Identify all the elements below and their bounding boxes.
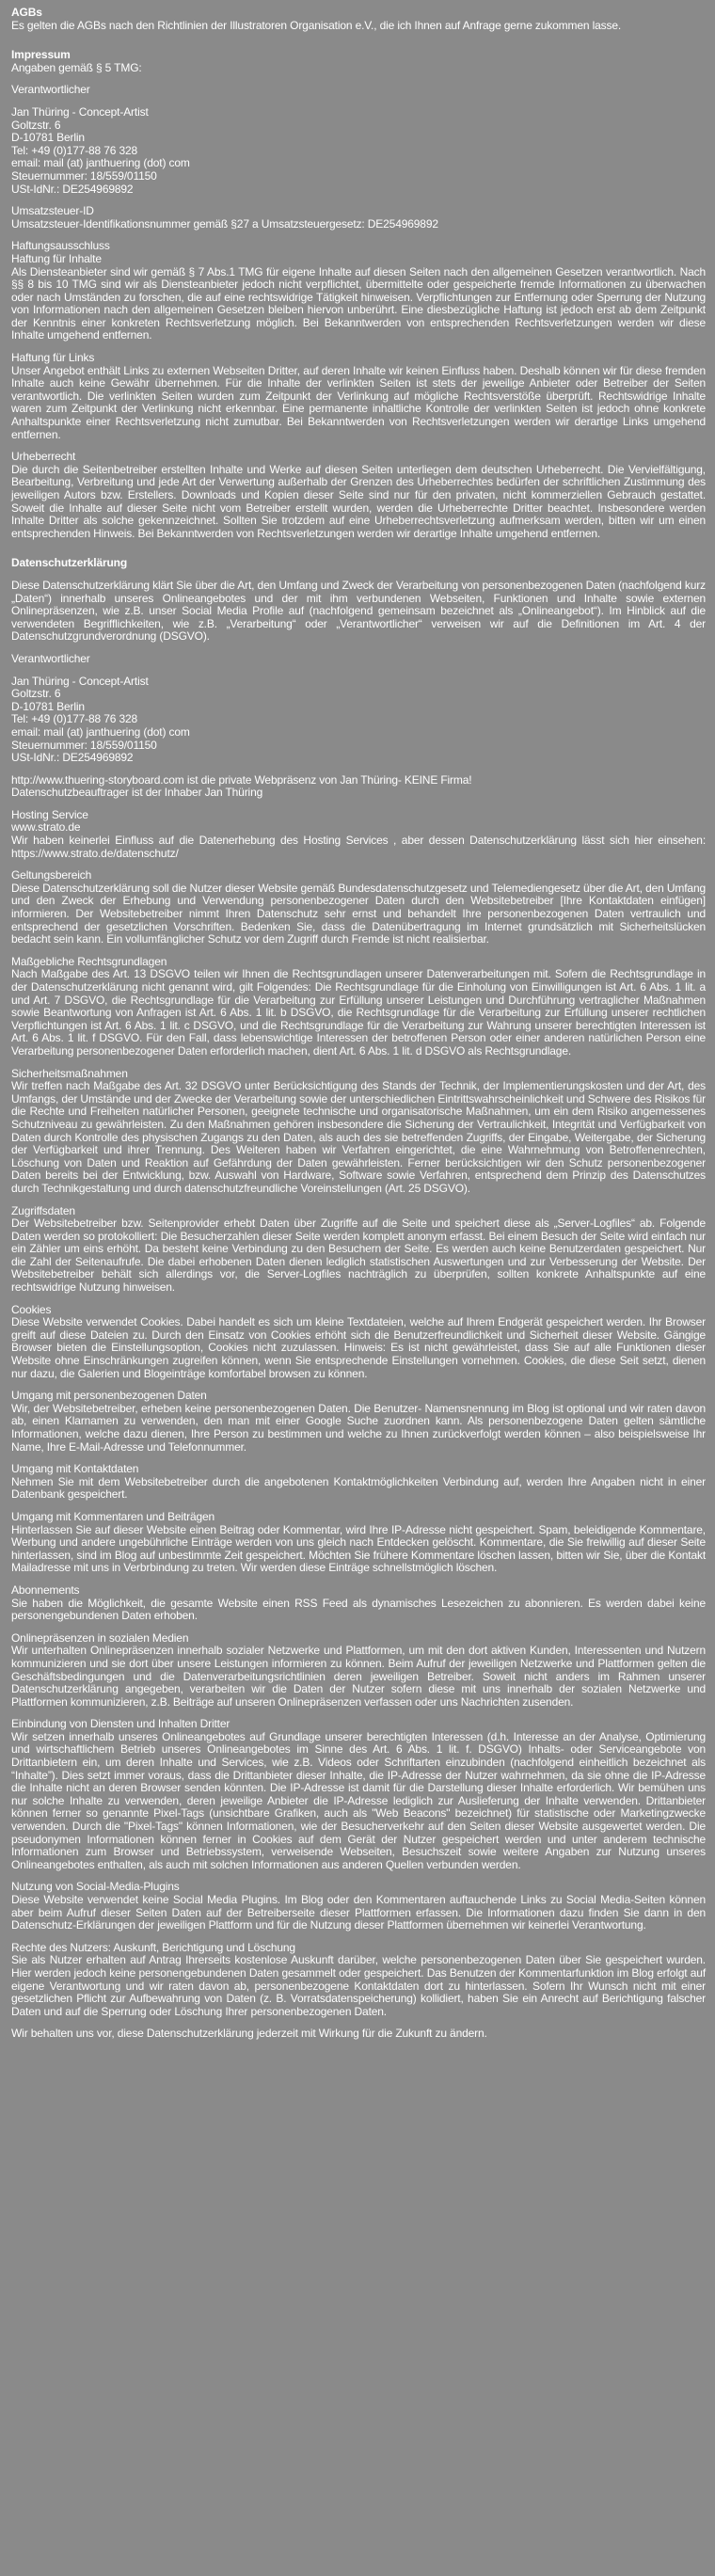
privacy-address <box>11 676 706 765</box>
legal-document <box>11 7 706 2050</box>
section-heading: Sicherheitsmaßnahmen <box>11 1066 128 1080</box>
privacy-section <box>11 1584 706 1623</box>
impressum-intro: Angaben gemäß § 5 TMG: <box>11 60 142 74</box>
hosting-text: Wir haben keinerlei Einfluss auf die Datenerhebung des Hosting Services , aber dessen Datenschutzerklärung lässt sich hier einsehen: https://www.strato.de/datenschutz/ <box>11 834 706 860</box>
agbs-text: Es gelten die AGBs nach den Richtlinien der Illustratoren Organisation e.V., die ich Ihnen auf Anfrage gerne zukommen lasse. <box>11 18 622 32</box>
section-text: Diese Website verwendet keine Social Media Plugins. Im Blog oder den Kommentaren auftauchende Links zu Social Media-Seiten können aber beim Aufruf dieser Seiten Daten auf der Betreiberseite dieser Plattformen erfassen. Die Informationen dazu finden Sie dann in den Datenschutz-Erklärungen der jeweiligen Plattform und für die Nutzung dieser Plattformen übernehmen wir keinerlei Verantwortung. <box>11 1893 706 1932</box>
privacy-closing <box>11 2027 706 2041</box>
section-text: Nach Maßgabe des Art. 13 DSGVO teilen wir Ihnen die Rechtsgrundlagen unserer Datenverarbeitungen mit. Sofern die Rechtsgrundlage in der Datenschutzerklärung nicht genannt wird, gilt Folgendes: Die Rechtsgrundlage für die Einholung von Einwilligungen ist Art. 6 Abs. 1 lit. a und Art. 7 DSGVO, die Rechtsgrundlage für die Verarbeitung zur Erfüllung unserer Leistungen und Durchführung vertraglicher Maßnahmen sowie Beantwortung von Anfragen ist Art. 6 Abs. 1 lit. b DSGVO, die Rechtsgrundlage für die Verarbeitung zur Erfüllung unserer rechtlichen Verpflichtungen ist Art. 6 Abs. 1 lit. c DSGVO, und die Rechtsgrundlage für die Verarbeitung zur Wahrung unserer berechtigten Interessen ist Art. 6 Abs. 1 lit. f DSGVO. Für den Fall, dass lebenswichtige Interessen der betroffenen Person oder einer anderen natürlichen Person eine Verarbeitung personenbezogener Daten erforderlich machen, dient Art. 6 Abs. 1 lit. d DSGVO als Rechtsgrundlage. <box>11 967 706 1057</box>
address-line: USt-IdNr.: DE254969892 <box>11 182 134 196</box>
address-line: USt-IdNr.: DE254969892 <box>11 751 134 765</box>
section-text: Wir, der Websitebetreiber, erheben keine personenbezogenen Daten. Die Benutzer- Namensnennung im Blog ist optional und wir raten davon ab, einen Klarnamen zu verwenden, den man mit einer Google Suche zuordnen kann. Als personenbezogene Daten gelten sämtliche Informationen, welche dazu dienen, Ihre Person zu bestimmen und welche zu Ihnen zurückverfolgt werden können – also beispielsweise Ihr Name, Ihre E-Mail-Adresse und Telefonnummer. <box>11 1401 706 1454</box>
data-officer-line: Datenschutzbeauftrager ist der Inhaber Jan Thüring <box>11 786 263 800</box>
address-line: Jan Thüring - Concept-Artist <box>11 674 149 688</box>
links-liability-heading: Haftung für Links <box>11 351 95 365</box>
privacy-section <box>11 1068 706 1196</box>
address-line: D-10781 Berlin <box>11 131 85 145</box>
content-liability-heading: Haftung für Inhalte <box>11 251 102 265</box>
copyright-text: Die durch die Seitenbetreiber erstellten Inhalte und Werke auf diesen Seiten unterliegen dem deutschen Urheberrecht. Die Vervielfältigung, Bearbeitung, Verbreitung und jede Art der Verwertung außerhalb der Grenzen des Urheberrechtes bedürfen der schriftlichen Zustimmung des jeweiligen Autors bzw. Erstellers. Downloads und Kopien dieser Seite sind nur für den privaten, nicht kommerziellen Gebrauch gestattet. Soweit die Inhalte auf dieser Seite nicht vom Betreiber erstellt wurden, werden die Urheberrechte Dritter beachtet. Insbesondere werden Inhalte Dritter als solche gekennzeichnet. Sollten Sie trotzdem auf eine Urheberrechtsverletzung aufmerksam werden, bitten wir um einen entsprechenden Hinweis. Bei Bekanntwerden von Rechtsverletzungen werden wir derartige Inhalte umgehend entfernen. <box>11 462 706 540</box>
address-line: Goltzstr. 6 <box>11 687 61 701</box>
copyright-block <box>11 451 706 540</box>
privacy-section <box>11 869 706 946</box>
section-heading: Cookies <box>11 1302 52 1316</box>
links-liability-block <box>11 352 706 441</box>
privacy-section <box>11 1942 706 2019</box>
section-heading: Geltungsbereich <box>11 868 92 883</box>
hosting-info <box>11 809 706 860</box>
privacy-intro <box>11 580 706 644</box>
section-text: Hinterlassen Sie auf dieser Website einen Beitrag oder Kommentar, wird Ihre IP-Adresse nicht gespeichert. Spam, beleidigende Kommentare, Werbung und andere ungebührliche Einträge werden von uns gleich nach Entdecken gelöscht. Kommentare, die Sie freiwillig auf dieser Seite hinterlassen, sind im Blog auf unbestimmte Zeit gespeichert. Möchten Sie frühere Kommentare löschen lassen, bitten wir Sie, über die Kontakt Mailadresse mit uns in Verbrbindung zu treten. Wir werden diese Einträge schnellstmöglich löschen. <box>11 1522 706 1575</box>
address-line: email: mail (at) janthuering (dot) com <box>11 724 190 739</box>
section-heading: Einbindung von Diensten und Inhalten Dritter <box>11 1717 230 1731</box>
impressum-heading: Impressum <box>11 48 71 62</box>
vat-text: Umsatzsteuer-Identifikationsnummer gemäß §27 a Umsatzsteuergesetz: DE254969892 <box>11 216 438 231</box>
address-line: Steuernummer: 18/559/01150 <box>11 168 157 183</box>
privacy-section <box>11 1881 706 1932</box>
section-heading: Umgang mit Kontaktdaten <box>11 1462 139 1476</box>
hosting-heading: Hosting Service <box>11 807 88 821</box>
address-line: Jan Thüring - Concept-Artist <box>11 104 149 119</box>
section-heading: Onlinepräsenzen in sozialen Medien <box>11 1630 189 1645</box>
address-line: Tel: +49 (0)177-88 76 328 <box>11 143 138 157</box>
section-heading: Zugriffsdaten <box>11 1203 75 1217</box>
copyright-heading: Urheberrecht <box>11 450 76 464</box>
privacy-section <box>11 1304 706 1381</box>
impressum-section <box>11 49 706 74</box>
impressum-address <box>11 106 706 196</box>
section-text: Wir treffen nach Maßgabe des Art. 32 DSGVO unter Berücksichtigung des Stands der Technik, der Implementierungskosten und der Art, des Umfangs, der Umstände und der Zwecke der Verarbeitung sowie der unterschiedlichen Eintrittswahrscheinlichkeit und Schwere des Risikos für die Rechte und Freiheiten natürlicher Personen, geeignete technische und organisatorische Maßnahmen, um ein dem Risiko angemessenes Schutzniveau zu gewährleisten. Zu den Maßnahmen gehören insbesondere die Sicherung der Vertraulichkeit, Integrität und Verfügbarkeit von Daten durch Kontrolle des physischen Zugangs zu den Daten, als auch des sie betreffenden Zugriffs, der Eingabe, Weitergabe, der Sicherung der Verfügbarkeit und ihrer Trennung. Des Weiteren haben wir Verfahren eingerichtet, die eine Wahrnehmung von Betroffenenrechten, Löschung von Daten und Reaktion auf Gefährdung der Daten gewährleisten. Ferner berücksichtigen wir den Schutz personenbezogener Daten bereits bei der Entwicklung, bzw. Auswahl von Hardware, Software sowie Verfahren, entsprechend dem Prinzip des Datenschutzes durch Technikgestaltung und durch datenschutzfreundliche Voreinstellungen (Art. 25 DSGVO). <box>11 1079 706 1195</box>
section-text: Wir unterhalten Onlinepräsenzen innerhalb sozialer Netzwerke und Plattformen, um mit den dort aktiven Kunden, Interessenten und Nutzern kommunizieren und sie dort über unsere Leistungen informieren zu können. Beim Aufruf der jeweiligen Netzwerke und Plattformen gelten die Geschäftsbedingungen und die Datenverarbeitungsrichtlinien deren jeweiligen Betreiber. Soweit nicht anders im Rahmen unserer Datenschutzerklärung angegeben, verarbeiten wir die Daten der Nutzer sofern diese mit uns innerhalb der sozialen Netzwerke und Plattformen kommunizieren, z.B. Beiträge auf unseren Onlinepräsenzen verfassen oder uns Nachrichten zusenden. <box>11 1644 706 1709</box>
section-text: Sie haben die Möglichkeit, die gesamte Website einen RSS Feed als dynamisches Lesezeichen zu abonnieren. Es werden dabei keine personengebundenen Daten erhoben. <box>11 1596 706 1623</box>
privacy-section <box>11 1463 706 1502</box>
impressum-responsible-label: Verantwortlicher <box>11 83 90 97</box>
section-heading: Umgang mit Kommentaren und Beiträgen <box>11 1509 215 1523</box>
agbs-section <box>11 7 706 32</box>
content-liability-text: Als Diensteanbieter sind wir gemäß § 7 Abs.1 TMG für eigene Inhalte auf diesen Seiten nach den allgemeinen Gesetzen verantwortlich. Nach §§ 8 bis 10 TMG sind wir als Diensteanbieter jedoch nicht verpflichtet, übermittelte oder gespeicherte fremde Informationen zu überwachen oder nach Umständen zu forschen, die auf eine rechtswidrige Tätigkeit hinweisen. Verpflichtungen zur Entfernung oder Sperrung der Nutzung von Informationen nach den allgemeinen Gesetzen bleiben hiervon unberührt. Eine diesbezügliche Haftung ist jedoch erst ab dem Zeitpunkt der Kenntnis einer konkreten Rechtsverletzung möglich. Bei Bekanntwerden von entsprechenden Rechtsverletzungen werden wir diese Inhalte umgehend entfernen. <box>11 264 706 342</box>
address-line: D-10781 Berlin <box>11 699 85 713</box>
address-line: email: mail (at) janthuering (dot) com <box>11 156 190 170</box>
vat-block <box>11 205 706 231</box>
section-heading: Umgang mit personenbezogenen Daten <box>11 1389 207 1403</box>
links-liability-text: Unser Angebot enthält Links zu externen Webseiten Dritter, auf deren Inhalte wir keinen Einfluss haben. Deshalb können wir für diese fremden Inhalte auch keine Gewähr übernehmen. Für die Inhalte der verlinkten Seiten ist stets der jeweilige Anbieter oder Betreiber der Seiten verantwortlich. Die verlinkten Seiten wurden zum Zeitpunkt der Verlinkung auf mögliche Rechtsverstöße überprüft. Rechtswidrige Inhalte waren zum Zeitpunkt der Verlinkung nicht erkennbar. Eine permanente inhaltliche Kontrolle der verlinkten Seiten ist jedoch ohne konkrete Anhaltspunkte einer Rechtsverletzung nicht zumutbar. Bei Bekanntwerden von Rechtsverletzungen werden wir derartige Links umgehend entfernen. <box>11 363 706 441</box>
agbs-heading: AGBs <box>11 6 42 19</box>
section-heading: Rechte des Nutzers: Auskunft, Berichtigung und Löschung <box>11 1940 295 1954</box>
website-info <box>11 774 706 800</box>
privacy-section <box>11 1511 706 1575</box>
address-line: Steuernummer: 18/559/01150 <box>11 738 157 752</box>
section-text: Wir setzen innerhalb unseres Onlineangebotes auf Grundlage unserer berechtigten Interessen (d.h. Interesse an der Analyse, Optimierung und wirtschaftlichem Betrieb unseres Onlineangebotes im Sinne des Art. 6 Abs. 1 lit. f. DSGVO) Inhalts- oder Serviceangebote von Drittanbietern ein, um deren Inhalte und Services, wie z.B. Videos oder Schriftarten einzubinden (nachfolgend einheitlich bezeichnet als “Inhalte”). Dies setzt immer voraus, dass die Drittanbieter dieser Inhalte, die IP-Adresse der Nutzer wahrnehmen, da sie ohne die IP-Adresse die Inhalte nicht an deren Browser senden könnten. Die IP-Adresse ist damit für die Darstellung dieser Inhalte erforderlich. Wir bemühen uns nur solche Inhalte zu verwenden, deren jeweilige Anbieter die IP-Adresse lediglich zur Auslieferung der Inhalte verwenden. Drittanbieter können ferner so genannte Pixel-Tags (unsichtbare Grafiken, auch als "Web Beacons" bezeichnet) für statistische oder Marketingzwecke verwenden. Durch die "Pixel-Tags" können Informationen, wie der Besucherverkehr auf den Seiten dieser Website ausgewertet werden. Die pseudonymen Informationen können ferner in Cookies auf dem Gerät der Nutzer gespeichert werden und unter anderem technische Informationen zum Browser und Betriebssystem, verweisende Webseiten, Besuchszeit sowie weitere Angaben zur Nutzung unseres Onlineangebotes enthalten, als auch mit solchen Informationen aus anderen Quellen verbunden werden. <box>11 1729 706 1871</box>
closing-text: Wir behalten uns vor, diese Datenschutzerklärung jederzeit mit Wirkung für die Zukunft zu ändern. <box>11 2027 487 2041</box>
vat-heading: Umsatzsteuer-ID <box>11 204 94 218</box>
hosting-url: www.strato.de <box>11 820 81 835</box>
privacy-heading-block <box>11 557 706 570</box>
privacy-intro-text: Diese Datenschutzerklärung klärt Sie über die Art, den Umfang und Zweck der Verarbeitung von personenbezogenen Daten (nachfolgend kurz „Daten“) innerhalb unseres Onlineangebotes und der mit ihm verbundenen Webseiten, Funktionen und Inhalte sowie externen Onlinepräsenzen, wie z.B. unser Social Media Profile auf (nachfolgend gemeinsam bezeichnet als „Onlineangebot“). Im Hinblick auf die verwendeten Begrifflichkeiten, wie z.B. „Verarbeitung“ oder „Verantwortlicher“ verweisen wir auf die Definitionen im Art. 4 der Datenschutzgrundverordnung (DSGVO). <box>11 578 706 644</box>
disclaimer-heading: Haftungsausschluss <box>11 239 110 253</box>
privacy-section <box>11 1390 706 1454</box>
website-url-line: http://www.thuering-storyboard.com ist die private Webpräsenz von Jan Thüring- KEINE Firma! <box>11 772 472 787</box>
address-line: Goltzstr. 6 <box>11 118 61 132</box>
section-text: Diese Datenschutzerklärung soll die Nutzer dieser Website gemäß Bundesdatenschutzgesetz und Telemediengesetz über die Art, den Umfang und den Zweck der Erhebung und Verwendung personenbezogener Daten durch den Websitebetreiber [Ihre Kontaktdaten einfügen] informieren. Der Websitebetreiber nimmt Ihren Datenschutz sehr ernst und behandelt Ihre personenbezogenen Daten vertraulich und entsprechend der gesetzlichen Vorschriften. Bedenken Sie, dass die Datenübertragung im Internet grundsätzlich mit Sicherheitslücken bedacht sein kann. Ein vollumfänglicher Schutz vor dem Zugriff durch Fremde ist nicht realisierbar. <box>11 881 706 946</box>
section-text: Nehmen Sie mit dem Websitebetreiber durch die angebotenen Kontaktmöglichkeiten Verbindung auf, werden Ihre Angaben nicht in einer Datenbank gespeichert. <box>11 1474 706 1502</box>
section-text: Der Websitebetreiber bzw. Seitenprovider erhebt Daten über Zugriffe auf die Seite und speichert diese als „Server-Logfiles“ ab. Folgende Daten werden so protokolliert: Die Besucherzahlen dieser Seite werden komplett anonym erfasst. Bei einem Besuch der Seite wird einfach nur ein Zähler um eins erhöht. Da besteht keine Verbindung zu den Besuchern der Seite. Es werden auch keine Benutzerdaten gespeichert. Nur die Zahl der Seitenaufrufe. Die dabei erhobenen Daten dienen lediglich statistischen Auswertungen und zur Verbesserung der Website. Der Websitebetreiber behält sich allerdings vor, die Server-Logfiles nachträglich zu überprüfen, sollten konkrete Anhaltspunkte auf eine rechtswidrige Nutzung hinweisen. <box>11 1216 706 1295</box>
disclaimer-block <box>11 240 706 342</box>
section-text: Diese Website verwendet Cookies. Dabei handelt es sich um kleine Textdateien, welche auf Ihrem Endgerät gespeichert werden. Ihr Browser greift auf diese Dateien zu. Durch den Einsatz von Cookies erhöht sich die Benutzerfreundlichkeit und Sicherheit dieser Website. Gängige Browser bieten die Einstellungsoption, Cookies nicht zuzulassen. Hinweis: Es ist nicht gewährleistet, dass Sie auf alle Funktionen dieser Website ohne Einschränkungen zugreifen können, wenn Sie entsprechende Einstellungen vornehmen. Cookies, die diese Seit setzt, dienen nur dazu, die Galerien und Blogeinträge komfortabel browsen zu können. <box>11 1315 706 1380</box>
privacy-heading: Datenschutzerklärung <box>11 556 128 570</box>
section-heading: Maßgebliche Rechtsgrundlagen <box>11 954 167 968</box>
address-line: Tel: +49 (0)177-88 76 328 <box>11 712 138 726</box>
section-text: Sie als Nutzer erhalten auf Antrag Ihrerseits kostenlose Auskunft darüber, welche personenbezogenen Daten über Sie gespeichert wurden. Hier werden jedoch keine personengebundenen Daten gesammelt oder gespeichert. Das Benutzen der Kommentarfunktion im Blog erfolgt auf eigene Verantwortung und wir raten davon ab, personenbezogene Kontaktdaten dort zu hinterlassen. Sofern Ihr Wunsch nicht mit einer gesetzlichen Pflicht zur Aufbewahrung von Daten (z. B. Vorratsdatenspeicherung) kollidiert, haben Sie ein Anrecht auf Berichtigung falscher Daten und auf die Sperrung oder Löschung Ihrer personenbezogenen Daten. <box>11 1953 706 2018</box>
privacy-section <box>11 1632 706 1709</box>
section-heading: Nutzung von Social-Media-Plugins <box>11 1880 180 1894</box>
privacy-responsible-label: Verantwortlicher <box>11 651 90 665</box>
privacy-section <box>11 1718 706 1871</box>
section-heading: Abonnements <box>11 1582 80 1597</box>
privacy-section <box>11 1205 706 1295</box>
privacy-section <box>11 956 706 1058</box>
